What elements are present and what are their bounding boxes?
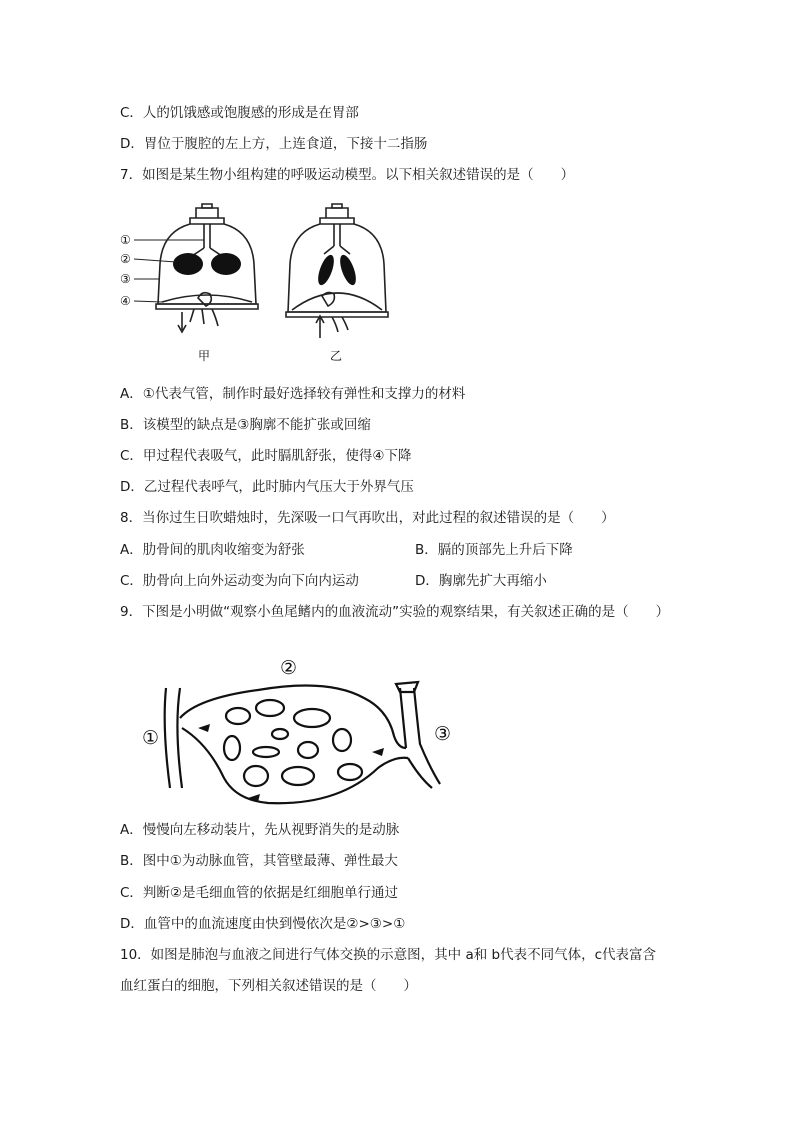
q7-option-c: C．甲过程代表吸气，此时膈肌舒张，使得④下降 xyxy=(120,448,412,464)
q7-option-d: D．乙过程代表呼气，此时肺内气压大于外界气压 xyxy=(120,479,414,495)
q9-option-b: B．图中①为动脉血管，其管壁最薄、弹性最大 xyxy=(120,853,398,869)
caption-jia: 甲 xyxy=(198,349,211,363)
lung-right-b xyxy=(337,253,359,287)
lung-right-a xyxy=(315,253,337,287)
breathing-model-diagram xyxy=(118,194,418,366)
q8-option-c: C．肋骨向上向外运动变为向下向内运动 xyxy=(120,573,359,589)
label-2: ② xyxy=(120,252,131,266)
q10-stem-line2: 血红蛋白的细胞，下列相关叙述错误的是（ ） xyxy=(120,978,417,994)
blood-flow-diagram xyxy=(138,648,468,813)
q8-stem: 8．当你过生日吹蜡烛时，先深吸一口气再吹出，对此过程的叙述错误的是（ ） xyxy=(120,510,615,526)
label-1: ① xyxy=(142,727,160,749)
lung-left-b xyxy=(211,253,241,275)
jar-left xyxy=(156,204,258,332)
q8-option-b: B．膈的顶部先上升后下降 xyxy=(415,542,573,558)
blood-vessel-figure xyxy=(138,648,468,813)
caption-yi: 乙 xyxy=(330,349,343,363)
label-3: ③ xyxy=(120,272,131,286)
breathing-model-figure xyxy=(118,194,418,366)
label-4: ④ xyxy=(120,294,131,308)
label-1: ① xyxy=(120,233,131,247)
q8-option-d: D．胸廓先扩大再缩小 xyxy=(415,573,547,589)
q9-option-d: D．血管中的血流速度由快到慢依次是②>③>① xyxy=(120,916,406,932)
q9-stem: 9．下图是小明做“观察小鱼尾鳍内的血液流动”实验的观察结果，有关叙述正确的是（ ） xyxy=(120,604,670,620)
label-2: ② xyxy=(280,657,298,679)
q7-stem: 7．如图是某生物小组构建的呼吸运动模型。以下相关叙述错误的是（ ） xyxy=(120,167,575,183)
q10-stem-line1: 10．如图是肺泡与血液之间进行气体交换的示意图，其中 a和 b代表不同气体，c代表富含 xyxy=(120,947,657,963)
lung-left-a xyxy=(173,253,203,275)
q9-option-a: A．慢慢向左移动装片，先从视野消失的是动脉 xyxy=(120,822,400,838)
q6-option-d: D．胃位于腹腔的左上方，上连食道，下接十二指肠 xyxy=(120,136,428,152)
q7-option-b: B．该模型的缺点是③胸廓不能扩张或回缩 xyxy=(120,417,371,433)
q6-option-c: C．人的饥饿感或饱腹感的形成是在胃部 xyxy=(120,105,359,121)
q9-option-c: C．判断②是毛细血管的依据是红细胞单行通过 xyxy=(120,885,399,901)
label-3: ③ xyxy=(434,723,452,745)
jar-right xyxy=(286,204,388,338)
q8-option-a: A．肋骨间的肌肉收缩变为舒张 xyxy=(120,542,305,558)
q7-option-a: A．①代表气管，制作时最好选择较有弹性和支撑力的材料 xyxy=(120,386,466,402)
